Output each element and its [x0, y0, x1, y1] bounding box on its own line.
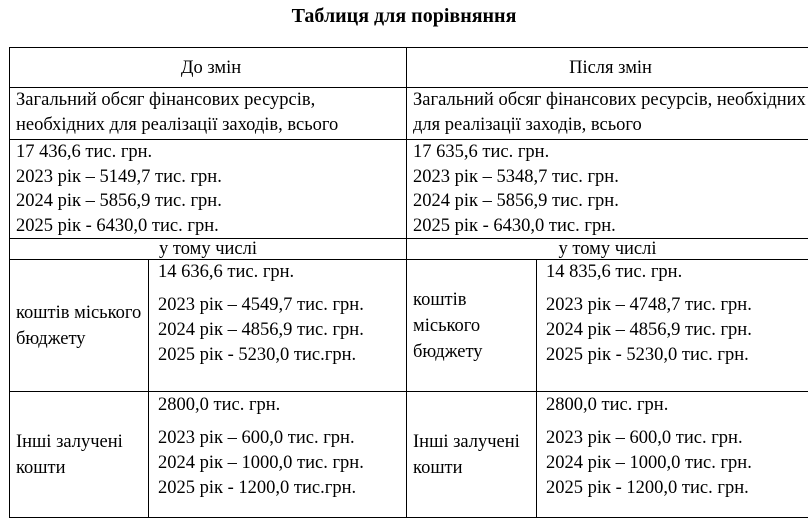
other-funds-after-line: 2023 рік – 600,0 тис. грн. [546, 428, 743, 448]
header-row [10, 48, 808, 88]
city-budget-before-line: 2024 рік – 4856,9 тис. грн. [158, 320, 364, 340]
totals-before-line: 2024 рік – 5856,9 тис. грн. [16, 191, 222, 211]
description-before: Загальний обсяг фінансових ресурсів, необхідних для реалізації заходів, всього [10, 88, 407, 140]
totals-after-line: 17 635,6 тис. грн. [413, 142, 550, 162]
totals-before-line: 2025 рік - 6430,0 тис. грн. [16, 215, 219, 236]
table-title: Таблиця для порівняння [291, 5, 517, 27]
description-after: Загальний обсяг фінансових ресурсів, необхідних для реалізації заходів, всього [407, 88, 808, 140]
other-funds-before [149, 392, 407, 518]
other-funds-after-line: 2800,0 тис. грн. [546, 395, 669, 415]
city-budget-before-line: 2025 рік - 5230,0 тис.грн. [158, 345, 357, 365]
city-budget-before [149, 260, 407, 392]
other-funds-before-line: 2025 рік - 1200,0 тис.грн. [158, 478, 357, 498]
city-budget-before-line: 2023 рік – 4549,7 тис. грн. [158, 295, 364, 315]
subheader-after: у тому числі [407, 239, 808, 260]
totals-after [407, 140, 808, 239]
totals-after-line: 2025 рік - 6430,0 тис. грн. [413, 215, 616, 236]
totals-after-line: 2024 рік – 5856,9 тис. грн. [413, 191, 619, 211]
city-budget-row [10, 260, 808, 392]
other-funds-after [537, 392, 808, 518]
other-funds-label-before: Інші залучені кошти [10, 392, 149, 518]
other-funds-before-line: 2024 рік – 1000,0 тис. грн. [158, 453, 364, 473]
totals-after-line: 2023 рік – 5348,7 тис. грн. [413, 166, 619, 187]
header-after: Після змін [407, 48, 808, 88]
subheader-row [10, 239, 808, 260]
comparison-table [9, 47, 808, 518]
other-funds-before-line: 2800,0 тис. грн. [158, 395, 281, 415]
description-row [10, 88, 808, 140]
totals-before-line: 2023 рік – 5149,7 тис. грн. [16, 166, 222, 187]
totals-before-line: 17 436,6 тис. грн. [16, 142, 153, 162]
totals-before [10, 140, 407, 239]
other-funds-before-line: 2023 рік – 600,0 тис. грн. [158, 428, 355, 448]
city-budget-before-line: 14 636,6 тис. грн. [158, 262, 295, 282]
city-budget-label-before: коштів міського бюджету [10, 260, 149, 392]
city-budget-after [537, 260, 808, 392]
header-before: До змін [10, 48, 407, 88]
subheader-before: у тому числі [10, 239, 407, 260]
city-budget-label-after: коштів міського бюджету [407, 260, 537, 392]
city-budget-after-line: 2025 рік - 5230,0 тис. грн. [546, 345, 749, 365]
city-budget-after-line: 2023 рік – 4748,7 тис. грн. [546, 295, 752, 315]
other-funds-row [10, 392, 808, 518]
other-funds-label-after: Інші залучені кошти [407, 392, 537, 518]
other-funds-after-line: 2025 рік - 1200,0 тис. грн. [546, 478, 749, 498]
city-budget-after-line: 14 835,6 тис. грн. [546, 262, 683, 282]
city-budget-after-line: 2024 рік – 4856,9 тис. грн. [546, 320, 752, 340]
other-funds-after-line: 2024 рік – 1000,0 тис. грн. [546, 453, 752, 473]
totals-row [10, 140, 808, 239]
